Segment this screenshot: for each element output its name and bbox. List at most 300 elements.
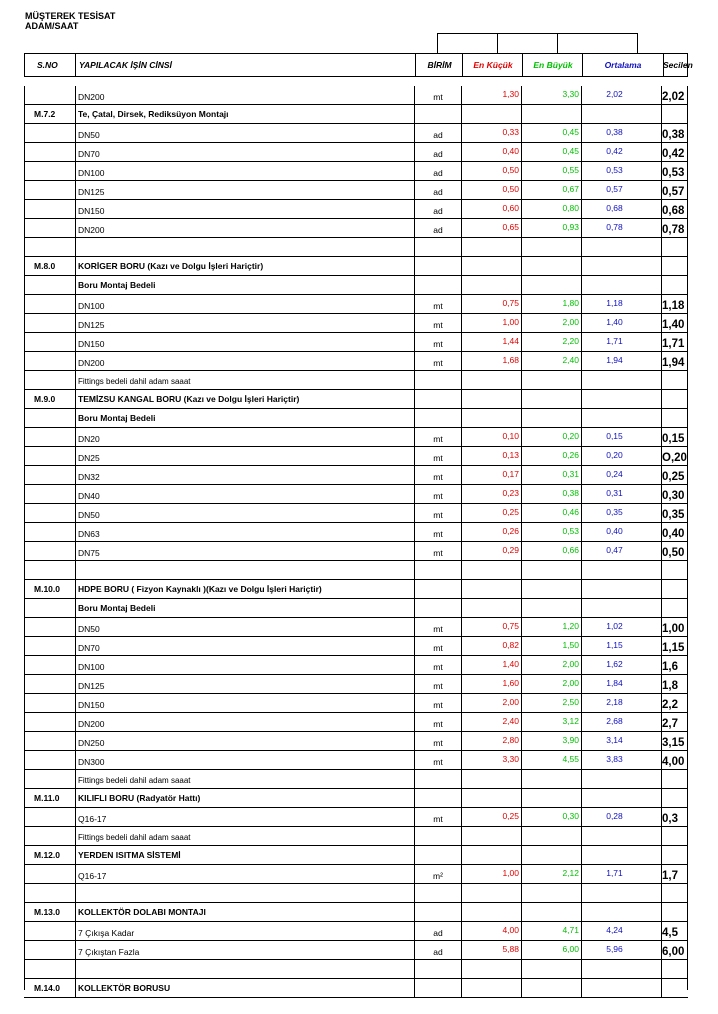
- table-row: [24, 542, 688, 561]
- cell-name: DN70: [75, 637, 414, 655]
- table-row: [24, 713, 688, 732]
- table-row: [24, 846, 688, 865]
- cell-avg: [581, 827, 662, 845]
- cell-name: Boru Montaj Bedeli: [75, 599, 414, 617]
- cell-min: [461, 276, 521, 294]
- cell-sel: 2,02: [662, 91, 685, 103]
- table-row: [24, 504, 688, 523]
- cell-birim: [414, 770, 461, 788]
- cell-avg: 1,15: [581, 637, 662, 655]
- cell-max: [521, 846, 581, 864]
- cell-sno: [24, 618, 75, 636]
- cell-min: 0,10: [461, 428, 521, 446]
- cell-avg: [581, 770, 662, 788]
- cell-sno: M.14.0: [34, 983, 60, 993]
- cell-sno: [24, 523, 75, 541]
- cell-min: 0,65: [461, 219, 521, 237]
- cell-max: 1,50: [521, 637, 581, 655]
- cell-min: [461, 960, 521, 978]
- cell-name: DN200: [75, 86, 414, 104]
- cell-min: [461, 257, 521, 275]
- table-row: [24, 428, 688, 447]
- table-row: [24, 827, 688, 846]
- cell-min: 0,40: [461, 143, 521, 161]
- cell-sel: 1,18: [662, 300, 685, 312]
- cell-name: DN100: [75, 295, 414, 313]
- cell-sno: M.9.0: [34, 394, 56, 404]
- cell-name: DN200: [75, 713, 414, 731]
- cell-sel: 1,15: [662, 642, 685, 654]
- cell-max: 0,55: [521, 162, 581, 180]
- table-row: [24, 694, 688, 713]
- cell-avg: 1,40: [581, 314, 662, 332]
- cell-sel: O,20: [662, 452, 687, 464]
- cell-birim: ad: [414, 181, 461, 199]
- cell-sel: 0,68: [662, 205, 685, 217]
- cell-sno: [24, 238, 75, 256]
- cell-birim: [414, 276, 461, 294]
- cell-sno: M.10.0: [34, 584, 60, 594]
- cell-sel: [662, 846, 688, 864]
- cell-sel: 1,71: [662, 338, 685, 350]
- cell-name: Fittings bedeli dahil adam saaat: [75, 827, 414, 845]
- cell-sno: [24, 276, 75, 294]
- cell-max: [521, 960, 581, 978]
- cell-birim: mt: [414, 808, 461, 826]
- cell-birim: mt: [414, 713, 461, 731]
- header-boxes: [437, 33, 638, 53]
- cell-min: 0,50: [461, 162, 521, 180]
- cell-name: DN125: [75, 181, 414, 199]
- cell-sel: [662, 390, 688, 408]
- cell-sno: [24, 466, 75, 484]
- cell-max: 0,67: [521, 181, 581, 199]
- cell-avg: 0,38: [581, 124, 662, 142]
- cell-sel: [662, 105, 688, 123]
- cell-sel: [662, 561, 688, 579]
- cell-max: [521, 789, 581, 807]
- cell-sno: [24, 941, 75, 959]
- cell-avg: 0,28: [581, 808, 662, 826]
- cell-name: [75, 561, 414, 579]
- cell-min: 1,44: [461, 333, 521, 351]
- cell-min: 0,17: [461, 466, 521, 484]
- cell-sno: [24, 447, 75, 465]
- cell-avg: [581, 580, 662, 598]
- cell-sno: M.12.0: [34, 850, 60, 860]
- table-row: [24, 219, 688, 238]
- cell-sel: [662, 599, 688, 617]
- cell-avg: 0,47: [581, 542, 662, 560]
- cell-min: [461, 371, 521, 389]
- cell-name: Q16-17: [75, 808, 414, 826]
- cell-name: DN100: [75, 162, 414, 180]
- cell-sel: 0,57: [662, 186, 685, 198]
- cell-name: Boru Montaj Bedeli: [75, 409, 414, 427]
- cell-sno: [24, 713, 75, 731]
- cell-avg: [581, 789, 662, 807]
- cell-birim: mt: [414, 447, 461, 465]
- header-sno: S.NO: [37, 60, 58, 70]
- table-row: [24, 751, 688, 770]
- cell-min: [461, 105, 521, 123]
- table-row: [24, 960, 688, 979]
- cell-max: 0,45: [521, 143, 581, 161]
- cell-sno: [24, 884, 75, 902]
- cell-min: 0,75: [461, 618, 521, 636]
- cell-birim: mt: [414, 542, 461, 560]
- cell-name: 7 Çıkışa Kadar: [75, 922, 414, 940]
- cell-avg: 0,24: [581, 466, 662, 484]
- cell-sel: 2,2: [662, 699, 678, 711]
- cell-max: 4,55: [521, 751, 581, 769]
- cell-avg: 3,14: [581, 732, 662, 750]
- cell-birim: mt: [414, 523, 461, 541]
- cell-min: 4,00: [461, 922, 521, 940]
- cell-min: 1,60: [461, 675, 521, 693]
- cell-max: 2,00: [521, 656, 581, 674]
- cell-sel: [662, 903, 688, 921]
- cell-birim: [414, 580, 461, 598]
- cell-birim: [414, 561, 461, 579]
- cell-birim: mt: [414, 485, 461, 503]
- cell-sno: [24, 181, 75, 199]
- cell-avg: 0,57: [581, 181, 662, 199]
- cell-max: 0,31: [521, 466, 581, 484]
- cell-avg: [581, 238, 662, 256]
- cell-sno: [24, 485, 75, 503]
- cell-avg: [581, 846, 662, 864]
- cell-sno: [24, 409, 75, 427]
- cell-sel: 6,00: [662, 946, 685, 958]
- table-row: [24, 409, 688, 428]
- cell-avg: [581, 979, 662, 997]
- cell-min: [461, 561, 521, 579]
- cell-name: 7 Çıkıştan Fazla: [75, 941, 414, 959]
- cell-name: Fittings bedeli dahil adam saaat: [75, 371, 414, 389]
- cell-min: [461, 827, 521, 845]
- cell-sno: [24, 960, 75, 978]
- cell-sno: [24, 732, 75, 750]
- cell-avg: 1,62: [581, 656, 662, 674]
- cell-avg: 0,35: [581, 504, 662, 522]
- cell-sel: 1,94: [662, 357, 685, 369]
- cell-min: [461, 390, 521, 408]
- cell-sno: [24, 200, 75, 218]
- cell-name: DN40: [75, 485, 414, 503]
- cell-birim: mt: [414, 656, 461, 674]
- table-row: [24, 124, 688, 143]
- cell-avg: 0,68: [581, 200, 662, 218]
- table-row: [24, 789, 688, 808]
- cell-max: 3,30: [521, 86, 581, 104]
- cell-birim: mt: [414, 295, 461, 313]
- table-row: [24, 808, 688, 827]
- cell-name: KILIFLI BORU (Radyatör Hattı): [75, 789, 414, 807]
- cell-sno: [24, 86, 75, 104]
- table-row: [24, 105, 688, 124]
- cell-name: DN20: [75, 428, 414, 446]
- cell-sno: [24, 922, 75, 940]
- cell-birim: mt: [414, 618, 461, 636]
- cell-sel: [662, 827, 688, 845]
- cell-avg: [581, 409, 662, 427]
- cell-max: 2,20: [521, 333, 581, 351]
- cell-max: 0,53: [521, 523, 581, 541]
- cell-avg: 2,18: [581, 694, 662, 712]
- cell-birim: mt: [414, 675, 461, 693]
- cell-sel: 0,25: [662, 471, 685, 483]
- table-row: [24, 257, 688, 276]
- cell-sel: 3,15: [662, 737, 685, 749]
- cell-avg: 4,24: [581, 922, 662, 940]
- header-max: En Büyük: [522, 54, 583, 76]
- cell-sno: [24, 656, 75, 674]
- cell-sel: 1,7: [662, 870, 678, 882]
- cell-birim: [414, 105, 461, 123]
- cell-avg: [581, 903, 662, 921]
- cell-sno: [24, 827, 75, 845]
- header-avg: Ortalama: [582, 54, 664, 76]
- cell-avg: 0,15: [581, 428, 662, 446]
- cell-max: [521, 257, 581, 275]
- cell-avg: [581, 960, 662, 978]
- cell-min: 1,00: [461, 314, 521, 332]
- cell-avg: 1,71: [581, 865, 662, 883]
- cell-sno: [24, 504, 75, 522]
- cell-sno: [24, 219, 75, 237]
- table-row: [24, 295, 688, 314]
- cell-birim: mt: [414, 352, 461, 370]
- cell-max: 6,00: [521, 941, 581, 959]
- cell-sel: 2,7: [662, 718, 678, 730]
- cell-birim: [414, 846, 461, 864]
- table-row: [24, 276, 688, 295]
- cell-sno: [24, 162, 75, 180]
- cell-avg: 2,68: [581, 713, 662, 731]
- cell-birim: [414, 789, 461, 807]
- cell-max: 0,38: [521, 485, 581, 503]
- cell-sel: [662, 979, 688, 997]
- cell-max: 3,90: [521, 732, 581, 750]
- cell-sel: [662, 580, 688, 598]
- cell-min: 1,30: [461, 86, 521, 104]
- cell-name: [75, 238, 414, 256]
- cell-max: 3,12: [521, 713, 581, 731]
- cell-max: [521, 561, 581, 579]
- cell-avg: [581, 371, 662, 389]
- cell-max: 2,40: [521, 352, 581, 370]
- cell-sel: 1,8: [662, 680, 678, 692]
- header-name: YAPILACAK İŞİN CİNSİ: [75, 54, 416, 76]
- table-row: [24, 580, 688, 599]
- cell-max: 2,12: [521, 865, 581, 883]
- cell-birim: ad: [414, 200, 461, 218]
- cell-birim: mt: [414, 751, 461, 769]
- cell-name: DN25: [75, 447, 414, 465]
- cell-avg: [581, 257, 662, 275]
- cell-avg: [581, 390, 662, 408]
- cell-avg: 1,94: [581, 352, 662, 370]
- cell-sno: [24, 599, 75, 617]
- cell-min: [461, 846, 521, 864]
- cell-sel: 0,15: [662, 433, 685, 445]
- cell-sno: M.7.2: [34, 109, 56, 119]
- cell-name: Fittings bedeli dahil adam saaat: [75, 770, 414, 788]
- table-row: [24, 390, 688, 409]
- cell-sel: 0,78: [662, 224, 685, 236]
- cell-sel: 1,40: [662, 319, 685, 331]
- cell-birim: ad: [414, 922, 461, 940]
- table-row: [24, 561, 688, 580]
- cell-name: DN200: [75, 352, 414, 370]
- cell-birim: [414, 390, 461, 408]
- cell-min: 0,23: [461, 485, 521, 503]
- cell-max: [521, 390, 581, 408]
- cell-sel: [662, 884, 688, 902]
- cell-sel: 0,30: [662, 490, 685, 502]
- cell-min: [461, 409, 521, 427]
- cell-max: 0,26: [521, 447, 581, 465]
- cell-name: DN125: [75, 675, 414, 693]
- cell-sno: [24, 637, 75, 655]
- cell-max: 4,71: [521, 922, 581, 940]
- cell-min: [461, 580, 521, 598]
- table-row: [24, 143, 688, 162]
- avg-header-box: [557, 33, 638, 53]
- cell-name: DN150: [75, 694, 414, 712]
- cell-avg: 0,31: [581, 485, 662, 503]
- cell-name: DN50: [75, 618, 414, 636]
- cell-max: [521, 276, 581, 294]
- cell-birim: ad: [414, 941, 461, 959]
- cell-avg: 0,42: [581, 143, 662, 161]
- table-right-border: [687, 86, 688, 990]
- cell-max: 0,46: [521, 504, 581, 522]
- cell-sel: [662, 276, 688, 294]
- cell-max: [521, 238, 581, 256]
- cell-name: Te, Çatal, Dirsek, Rediksüyon Montajı: [75, 105, 414, 123]
- cell-avg: 0,53: [581, 162, 662, 180]
- cell-max: 0,45: [521, 124, 581, 142]
- cell-min: 0,26: [461, 523, 521, 541]
- cell-birim: [414, 960, 461, 978]
- cell-sno: [24, 333, 75, 351]
- cell-max: [521, 105, 581, 123]
- cell-sel: 0,53: [662, 167, 685, 179]
- cell-birim: mt: [414, 694, 461, 712]
- cell-max: 0,20: [521, 428, 581, 446]
- cell-avg: 1,02: [581, 618, 662, 636]
- cell-name: DN50: [75, 124, 414, 142]
- cell-max: 1,20: [521, 618, 581, 636]
- cell-name: [75, 960, 414, 978]
- cell-avg: 1,84: [581, 675, 662, 693]
- cell-sel: [662, 960, 688, 978]
- cell-sno: M.11.0: [34, 793, 60, 803]
- cell-max: 1,80: [521, 295, 581, 313]
- cell-birim: mt: [414, 333, 461, 351]
- cell-sno: [24, 428, 75, 446]
- cell-max: [521, 903, 581, 921]
- cell-birim: m²: [414, 865, 461, 883]
- cell-sel: [662, 371, 688, 389]
- cell-birim: mt: [414, 428, 461, 446]
- cell-name: DN125: [75, 314, 414, 332]
- cell-avg: 2,02: [581, 86, 662, 104]
- cell-birim: mt: [414, 504, 461, 522]
- cell-sel: 4,5: [662, 927, 678, 939]
- cell-name: DN50: [75, 504, 414, 522]
- min-header-box: [437, 33, 498, 53]
- cell-max: 0,80: [521, 200, 581, 218]
- table-row: [24, 656, 688, 675]
- cell-sel: 1,00: [662, 623, 685, 635]
- table-row: [24, 200, 688, 219]
- cell-name: DN200: [75, 219, 414, 237]
- cell-sel: 1,6: [662, 661, 678, 673]
- table-row: [24, 903, 688, 922]
- cell-name: DN300: [75, 751, 414, 769]
- header-sel: Secilen: [663, 60, 693, 70]
- cell-max: 2,50: [521, 694, 581, 712]
- cell-min: [461, 238, 521, 256]
- cell-sno: [24, 561, 75, 579]
- cell-min: [461, 599, 521, 617]
- cell-avg: 0,40: [581, 523, 662, 541]
- cell-min: 1,68: [461, 352, 521, 370]
- cell-avg: [581, 276, 662, 294]
- cell-max: [521, 770, 581, 788]
- table-header: [24, 53, 693, 77]
- table-row: [24, 941, 688, 960]
- cell-max: 0,93: [521, 219, 581, 237]
- cell-sel: 0,42: [662, 148, 685, 160]
- table-row: [24, 865, 688, 884]
- cell-min: 0,25: [461, 504, 521, 522]
- cell-min: [461, 789, 521, 807]
- cell-name: DN63: [75, 523, 414, 541]
- cell-sno: [24, 808, 75, 826]
- cell-sno: [24, 770, 75, 788]
- cell-birim: mt: [414, 314, 461, 332]
- cell-birim: [414, 257, 461, 275]
- table-row: [24, 979, 688, 998]
- cell-min: [461, 979, 521, 997]
- table-row: [24, 371, 688, 390]
- cell-sno: [24, 143, 75, 161]
- cell-max: [521, 599, 581, 617]
- cell-name: Boru Montaj Bedeli: [75, 276, 414, 294]
- cell-sel: [662, 409, 688, 427]
- cell-birim: mt: [414, 466, 461, 484]
- table-row: [24, 599, 688, 618]
- cell-min: 0,13: [461, 447, 521, 465]
- cell-sel: [662, 257, 688, 275]
- cell-name: [75, 884, 414, 902]
- cell-birim: ad: [414, 162, 461, 180]
- cell-max: 0,66: [521, 542, 581, 560]
- table-row: [24, 523, 688, 542]
- cell-max: [521, 827, 581, 845]
- cell-name: YERDEN ISITMA SİSTEMİ: [75, 846, 414, 864]
- cell-name: DN75: [75, 542, 414, 560]
- cell-min: 0,75: [461, 295, 521, 313]
- cell-sno: [24, 371, 75, 389]
- table-row: [24, 884, 688, 903]
- cell-name: Q16-17: [75, 865, 414, 883]
- table-row: [24, 675, 688, 694]
